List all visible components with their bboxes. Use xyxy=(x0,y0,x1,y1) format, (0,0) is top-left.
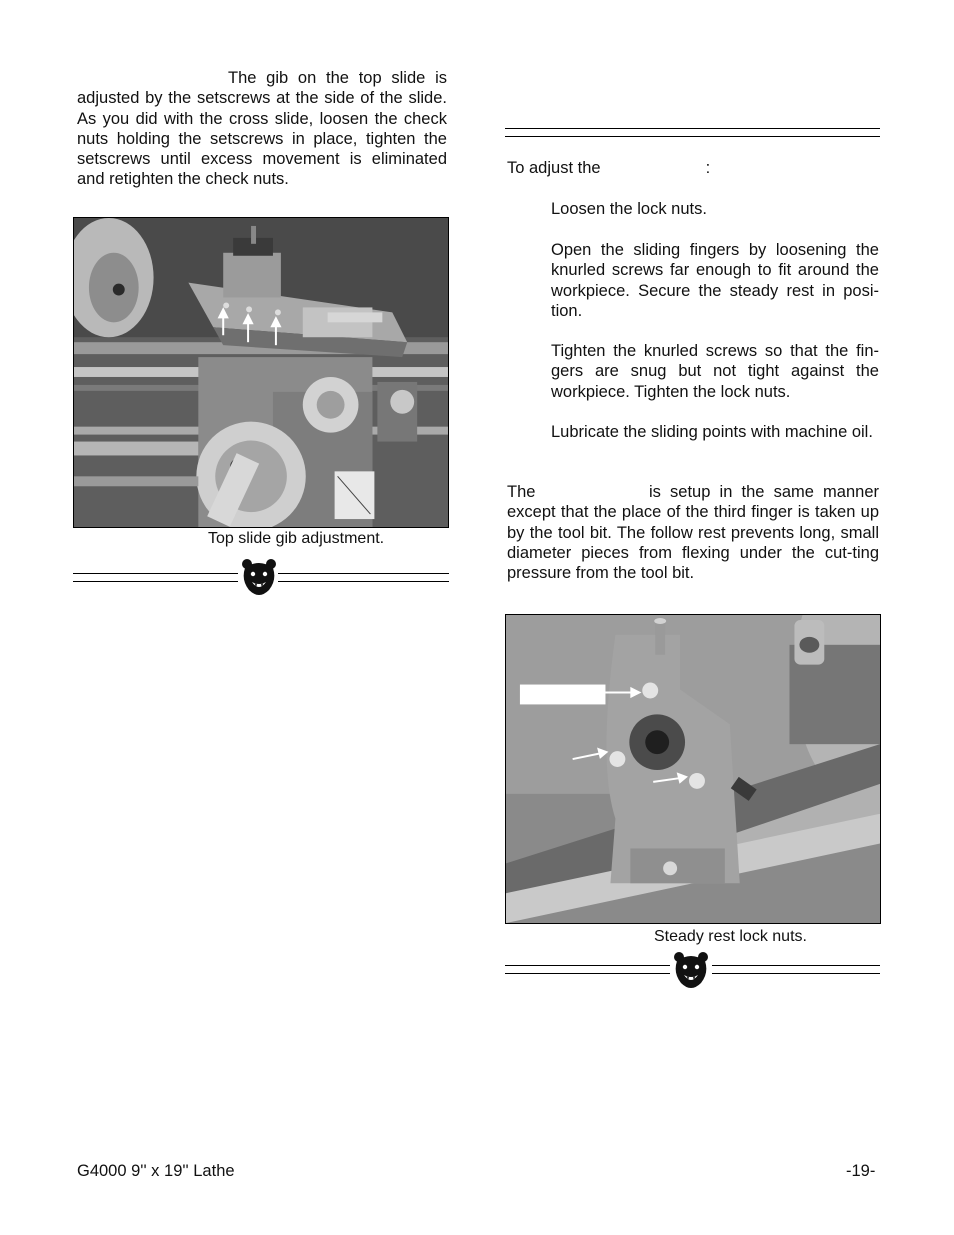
follow-rest-first-rest: is setup in the same manner xyxy=(649,483,879,501)
follow-rest-first-line xyxy=(507,482,879,502)
bear-head-icon xyxy=(673,951,709,991)
adjust-intro-prefix: To adjust the xyxy=(507,159,601,177)
right-divider-rule-2 xyxy=(505,973,670,974)
step-3: Tighten the knurled screws so that the fin-gers are snug but not tight against the workpiece. Tighten the lock nuts. xyxy=(551,342,879,401)
follow-rest-paragraph xyxy=(507,482,879,583)
left-divider-rule-4 xyxy=(278,581,449,582)
right-divider-rule-3 xyxy=(712,965,880,966)
bear-head-icon xyxy=(241,558,277,598)
left-divider-rule-3 xyxy=(278,573,449,574)
steady-rest-photo xyxy=(505,614,881,924)
footer-page-number: -19- xyxy=(846,1162,876,1180)
steady-rest-caption: Steady rest lock nuts. xyxy=(654,928,807,945)
step-2: Open the sliding fingers by loosening the knurled screws far enough to fit around the workpiece. Secure the steady rest in posi-tion. xyxy=(551,241,879,320)
left-divider-rule-1 xyxy=(73,573,238,574)
adjust-intro xyxy=(507,158,710,178)
footer-model: G4000 9'' x 19'' Lathe xyxy=(77,1162,235,1180)
right-divider-rule-1 xyxy=(505,965,670,966)
gib-paragraph-first-line: The gib on the top slide is xyxy=(228,69,447,87)
adjust-intro-suffix: : xyxy=(705,159,711,177)
left-divider-rule-2 xyxy=(73,581,238,582)
right-divider-rule-4 xyxy=(712,973,880,974)
follow-rest-prefix: The xyxy=(507,483,536,501)
follow-rest-body: except that the place of the third finger is taken up by the tool bit. The follow rest prevents long, small diameter pieces from flexing under the cut-ting pressure from the tool bit. xyxy=(507,503,879,583)
right-heading-rule-bottom xyxy=(505,136,880,137)
top-slide-caption: Top slide gib adjustment. xyxy=(208,530,385,547)
step-4: Lubricate the sliding points with machine oil. xyxy=(551,423,873,441)
right-heading-rule-top xyxy=(505,128,880,129)
gib-paragraph xyxy=(77,68,447,190)
top-slide-photo xyxy=(73,217,449,528)
gib-paragraph-body: adjusted by the setscrews at the side of the slide. As you did with the cross slide, loosen the check nuts holding the setscrews in place, tighten the setscrews until excess movement is eliminated and retighten the check nuts. xyxy=(77,89,447,189)
step-1: Loosen the lock nuts. xyxy=(551,200,707,218)
